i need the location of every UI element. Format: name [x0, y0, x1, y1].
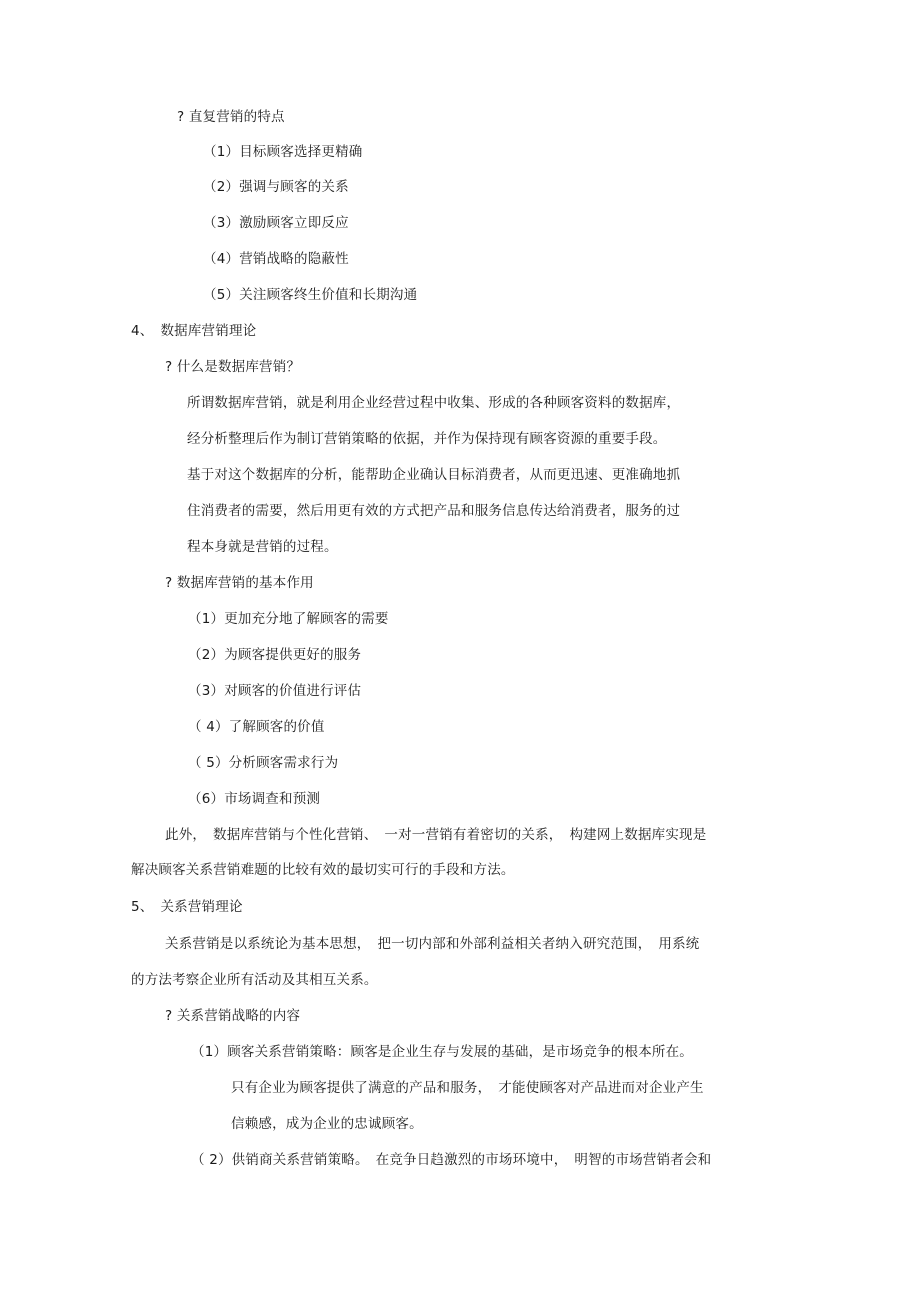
paragraph-line: 关系营销是以系统论为基本思想， 把一切内部和外部利益相关者纳入研究范围， 用系统	[165, 936, 700, 952]
list-item: （3）激励顾客立即反应	[203, 215, 349, 231]
list-item: （ 5）分析顾客需求行为	[188, 755, 339, 771]
paragraph-line: 解决顾客关系营销难题的比较有效的最切实可行的手段和方法。	[131, 862, 515, 878]
list-item: （5）关注顾客终生价值和长期沟通	[203, 287, 418, 303]
database-marketing-functions-heading: ? 数据库营销的基本作用	[165, 575, 314, 591]
paragraph-line: 基于对这个数据库的分析，能帮助企业确认目标消费者，从而更迅速、更准确地抓	[187, 467, 681, 483]
list-item: （6）市场调查和预测	[188, 791, 321, 807]
list-item: （2）为顾客提供更好的服务	[188, 647, 362, 663]
paragraph-line: 所谓数据库营销，就是利用企业经营过程中收集、形成的各种顾客资料的数据库，	[187, 395, 681, 411]
what-is-database-marketing-heading: ? 什么是数据库营销？	[165, 359, 301, 375]
relationship-strategy-heading: ? 关系营销战略的内容	[165, 1008, 301, 1024]
direct-marketing-features-heading: ? 直复营销的特点	[177, 109, 285, 125]
paragraph-line: 的方法考察企业所有活动及其相互关系。	[131, 972, 378, 988]
list-item: （2）强调与顾客的关系	[203, 179, 349, 195]
paragraph-line: 经分析整理后作为制订营销策略的依据，并作为保持现有顾客资源的重要手段。	[187, 431, 667, 447]
paragraph-line: 信赖感，成为企业的忠诚顾客。	[231, 1116, 423, 1132]
list-item: （1）更加充分地了解顾客的需要	[188, 611, 389, 627]
section-heading-database-marketing: 4、 数据库营销理论	[131, 323, 257, 339]
list-item: （ 4）了解顾客的价值	[188, 719, 325, 735]
list-item: （3）对顾客的价值进行评估	[188, 683, 362, 699]
paragraph-line: （ 2）供销商关系营销策略。 在竞争日趋激烈的市场环境中， 明智的市场营销者会和	[191, 1152, 712, 1168]
paragraph-line: 只有企业为顾客提供了满意的产品和服务， 才能使顾客对产品进而对企业产生	[231, 1080, 704, 1096]
list-item: （1）目标顾客选择更精确	[203, 144, 363, 160]
paragraph-line: 此外， 数据库营销与个性化营销、 一对一营销有着密切的关系， 构建网上数据库实现是	[165, 827, 707, 843]
paragraph-line: （1）顾客关系营销策略：顾客是企业生存与发展的基础，是市场竞争的根本所在。	[191, 1044, 693, 1060]
paragraph-line: 程本身就是营销的过程。	[187, 539, 338, 555]
paragraph-line: 住消费者的需要，然后用更有效的方式把产品和服务信息传达给消费者，服务的过	[187, 503, 681, 519]
section-heading-relationship-marketing: 5、 关系营销理论	[131, 899, 243, 915]
list-item: （4）营销战略的隐蔽性	[203, 251, 349, 267]
